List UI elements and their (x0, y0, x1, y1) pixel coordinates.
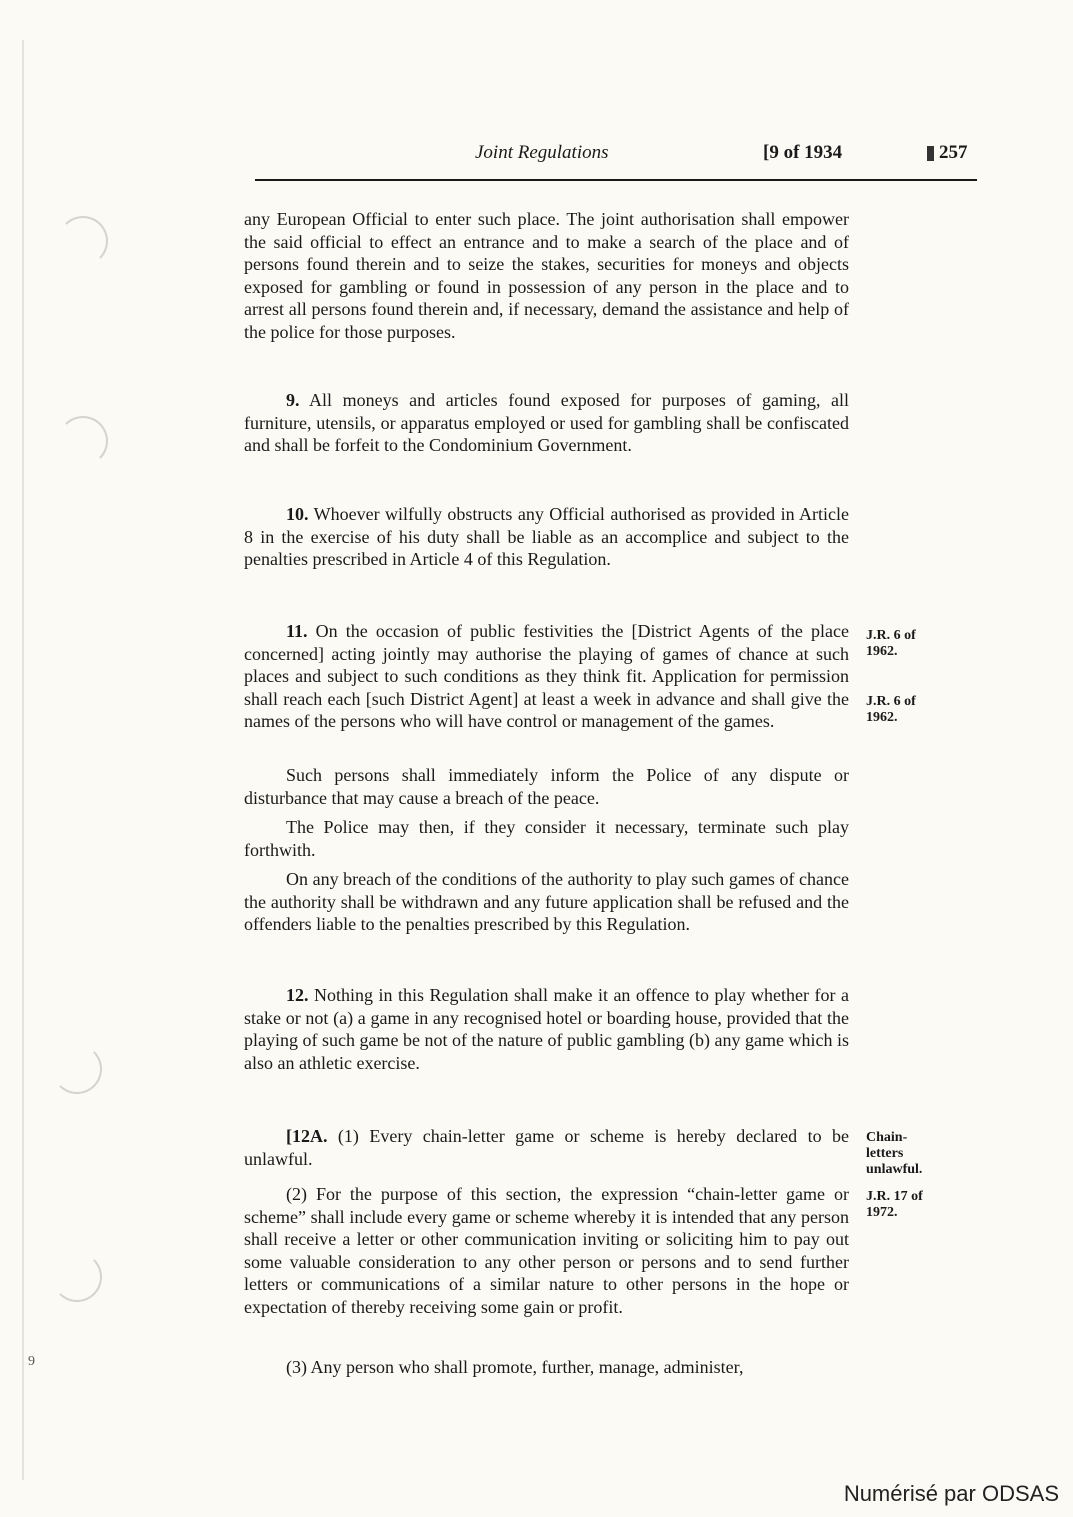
article-12a-3: (3) Any person who shall promote, further, manage, administer, (286, 1357, 744, 1377)
article-12a-1: [12A. (1) Every chain-letter game or scheme is hereby declared to be unlawful. (244, 1126, 849, 1169)
article-10: 10. Whoever wilfully obstructs any Official authorised as provided in Article 8 in the exercise of his duty shall be liable as an accomplice and subject to the penalties prescribed in Article 4 of this Regulation. (244, 504, 849, 570)
article-number: 9. (286, 390, 300, 410)
punch-hole-1 (58, 216, 108, 266)
margin-note: Chain-letters unlawful. (866, 1130, 923, 1177)
article-11-paragraph-3: The Police may then, if they consider it necessary, terminate such play forthwith. (244, 817, 849, 860)
article-11-paragraph-4: On any breach of the conditions of the authority to play such games of chance the authority shall be withdrawn and any future application shall be refused and the offenders liable to the penalties prescribed by this Regulation. (244, 869, 849, 935)
punch-hole-2 (58, 416, 108, 466)
article-12: 12. Nothing in this Regulation shall make it an offence to play whether for a stake or not (a) a game in any recognised hotel or boarding house, provided that the playing of such game be not of the nature of public gambling (b) any game which is also an athletic exercise. (244, 985, 849, 1073)
article-number: 11. (286, 621, 308, 641)
running-header (255, 142, 977, 166)
margin-note: J.R. 6 of 1962. (866, 694, 916, 725)
digitization-stamp: Numérisé par ODSAS (843, 1481, 1059, 1506)
paragraph-continuation: any European Official to enter such place. The joint authorisation shall empower the said official to effect an entrance and to make a search of the place and of persons found therein and to seize the stakes, securities for moneys and objects exposed for gambling or found in possession of any person in the place and to arrest all persons found therein and, if necessary, demand the assistance and help of the police for those purposes. (244, 209, 849, 342)
margin-note: J.R. 6 of 1962. (866, 628, 916, 659)
article-11: 11. On the occasion of public festivities the [District Agents of the place concerned] acting jointly may authorise the playing of games of chance at such places and subject to such conditions as they think fit. Application for permission shall reach each [such District Agent] at least a week in advance and shall give the names of the persons who will have control or management of the games. (244, 621, 849, 732)
header-title: Joint Regulations (475, 142, 609, 163)
header-marker (927, 146, 934, 161)
article-12a-2: (2) For the purpose of this section, the expression “chain-letter game or scheme” shall include every game or scheme whereby it is intended that any person shall receive a letter or other communication inviting or soliciting him to pay out some valuable consideration to any other person or persons and to send further letters or communications of a similar nature to other persons in the hope or expectation of thereby receiving some gain or profit. (244, 1184, 849, 1317)
punch-hole-4 (52, 1252, 102, 1302)
article-number: 12. (286, 985, 309, 1005)
margin-note: J.R. 17 of 1972. (866, 1189, 923, 1220)
article-9: 9. All moneys and articles found exposed for purposes of gaming, all furniture, utensils, or apparatus employed or used for gambling shall be confiscated and shall be forfeit to the Condominium Government. (244, 390, 849, 456)
stray-mark: 9 (28, 1354, 35, 1369)
header-rule (255, 179, 977, 181)
header-act-reference: [9 of 1934 (763, 142, 843, 163)
page-number: 257 (939, 142, 968, 163)
article-number: 10. (286, 504, 309, 524)
article-11-paragraph-2: Such persons shall immediately inform the Police of any dispute or disturbance that may cause a breach of the peace. (244, 765, 849, 808)
page-edge (22, 40, 24, 1480)
punch-hole-3 (52, 1044, 102, 1094)
article-number: [12A. (286, 1126, 328, 1146)
